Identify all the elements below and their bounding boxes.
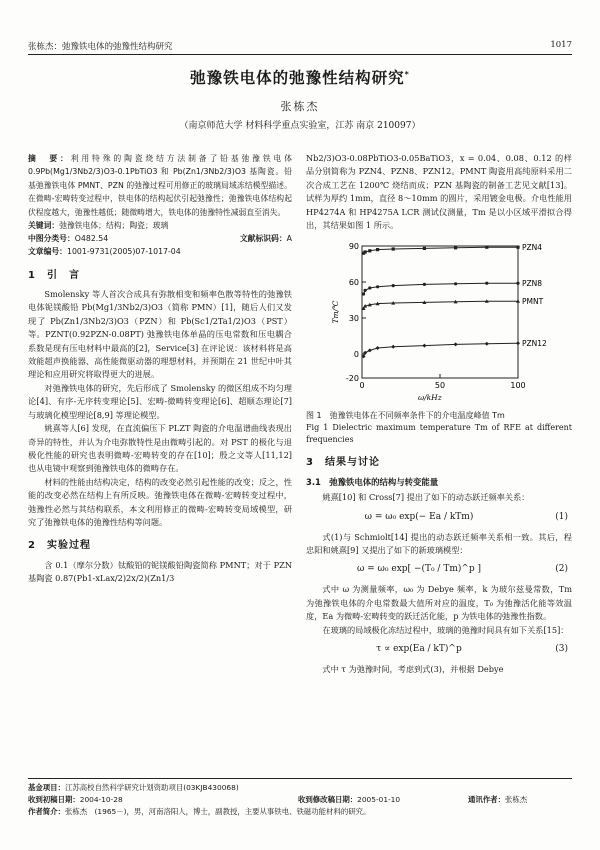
results-paragraph-2: 式(1)与 Schmiolt[14] 提出的动态跃迁频率关系相一致。其后，程忠阳和姚熹[9] 又提出了如下的新玻璃模型：: [306, 531, 572, 556]
figure-caption: [306, 410, 572, 446]
section-intro-heading: 1 引 言: [28, 269, 80, 281]
figure-caption-en: Fig 1 Dielectric maximum temperature Tm of RFE at different frequencies: [306, 423, 572, 445]
subsection-heading: 3.1 弛豫铁电体的结构与转变能量: [306, 476, 439, 487]
intro-paragraph-1: Smolensky 等人首次合成具有弥散相变和频率色散等特性的弛豫铁电体铌镁酸铅 Pb(Mg1/3Nb2/3)O3（简称 PMN）[1]，随后人们又发现了 Pb(Zn1/3Nb2/3)O3（PZN）和 Pb(Sc1/2Ta1/2)O3（PST）等。PZNT(0.92PZN-0.08PT) 弛豫铁电体单晶的压电常数和压电耦合系数是现有压电材料中最高的[2]，Service[3] 在评论说：该材料将是高效能超声换能器、高性能微驱动器的理想材料，并预期在 21 世纪中叶其理论和应用研究将取得更大的进展。: [28, 289, 292, 380]
corresponding-label: 通讯作者：: [468, 795, 505, 804]
data-point: [391, 345, 395, 349]
y-tick-label: -20: [345, 374, 359, 384]
data-point: [485, 342, 489, 346]
tm-frequency-chart: [306, 238, 572, 408]
left-column: [28, 152, 292, 586]
paper-title: [0, 66, 600, 88]
series-label-PZN4: PZN4: [522, 243, 543, 253]
page-number: 1017: [550, 40, 572, 50]
data-point: [454, 247, 457, 250]
data-point: [362, 293, 365, 296]
data-point: [423, 247, 426, 250]
series-label-PZN8: PZN8: [522, 279, 543, 289]
results-paragraph-5: 式中 τ 为弛豫时间，考虑到式(3)，并根据 Debye: [322, 664, 504, 675]
classification: [28, 232, 292, 245]
keywords: [28, 219, 292, 232]
footnote-bio: [28, 806, 572, 818]
y-axis-label: Tm/℃: [331, 300, 340, 324]
data-point: [364, 251, 367, 254]
x-tick-label: 100: [510, 381, 526, 391]
data-point: [364, 289, 367, 292]
data-point: [392, 248, 395, 251]
paper-title-text: 弛豫铁电体的弛豫性结构研究: [190, 69, 405, 87]
keywords-text: 弛豫铁电体；结构；陶瓷；玻璃: [59, 221, 169, 231]
data-point: [423, 283, 426, 286]
data-point: [368, 349, 372, 353]
received-label: 收到初稿日期：: [28, 795, 80, 804]
data-point: [376, 286, 379, 289]
y-tick-label: 90: [348, 242, 359, 252]
results-paragraph-1: 姚熹[10] 和 Cross[7] 提出了如下的动态跃迁频率关系：: [322, 492, 530, 503]
equation-3: [306, 637, 572, 663]
abstract-text: 利用特殊的陶瓷烧结方法制备了铅基弛豫铁电体 0.9Pb(Mg1/3Nb2/3)O3-0.1PbTiO3 和 Pb(Zn1/3Nb2/3)O3 基陶瓷。铅基弛豫铁电体 PMNT、PZN 的弛豫过程可用修正的玻璃局域冻结模型描述。在微畴-宏畴转变过程中，铁电体的结构起伏引起弛豫性；弛豫铁电体结构起伏程度越大，弛豫性越低；随微畴增大，铁电体的弛豫特性减弱直至消失。: [28, 154, 293, 217]
plot-frame: [362, 246, 518, 378]
article-id-label: 文章编号：: [28, 247, 67, 257]
author: 张栋杰: [280, 100, 320, 113]
received-date: 2004-10-28: [79, 795, 123, 804]
equation-1-body: ω = ω₀ exp(− Ea / kTm): [364, 511, 474, 522]
bio-label: 作者简介：: [28, 807, 65, 816]
data-point: [516, 282, 519, 285]
doc-code-value: A: [286, 234, 292, 244]
right-column: [306, 152, 572, 677]
series-line-PZN4: [364, 248, 518, 254]
running-title: 张栋杰：弛豫铁电体的弛豫性结构研究: [28, 42, 173, 52]
data-point: [376, 346, 380, 350]
corresponding-author: 张栋杰: [504, 795, 528, 804]
data-point: [454, 283, 457, 286]
footnote-fund: [28, 782, 572, 794]
x-tick-label: 0: [359, 381, 365, 391]
data-point: [516, 342, 520, 346]
series-line-PZN8: [364, 284, 518, 295]
data-point: [392, 284, 395, 287]
equation-2-number: (2): [555, 564, 568, 575]
data-point: [376, 248, 379, 251]
data-point: [368, 287, 371, 290]
footnote-dates: [28, 794, 572, 806]
classification-value: O482.54: [74, 234, 109, 244]
article-id-value: 1001-9731(2005)07-1017-04: [66, 247, 181, 257]
equation-1: [306, 505, 572, 531]
classification-label: 中图分类号：: [28, 234, 75, 244]
abstract-label: 摘 要：: [28, 154, 71, 163]
fund-label: 基金项目：: [28, 783, 65, 792]
series-line-PZN12: [364, 344, 518, 357]
bio-text: 张栋杰 (1965－)，男，河南洛阳人，博士，副教授，主要从事铁电、铁磁功能材料的研究。: [64, 807, 371, 816]
fund-text: 江苏高校自然科学研究计划资助项目(03KJB430068): [64, 783, 239, 792]
x-axis-label: ω/kHz: [418, 393, 442, 403]
data-point: [422, 344, 426, 348]
section-experiment-heading: 2 实验过程: [28, 540, 91, 552]
results-paragraph-4: 在玻璃的局域极化冻结过程中，玻璃的弛豫时间具有如下关系[15]：: [322, 624, 569, 635]
data-point: [454, 343, 458, 347]
data-point: [368, 250, 371, 253]
series-line-PMNT: [364, 302, 518, 309]
running-header: [28, 38, 572, 55]
data-point: [485, 246, 488, 249]
experiment-paragraph-1: 含 0.1（摩尔分数）钛酸铅的铌镁酸铅陶瓷简称 PMNT；对于 PZN 基陶瓷 0.87(Pb1-xLax/2)2x/2)(Zn1/3: [28, 559, 292, 584]
revised-label: 收到修改稿日期：: [298, 795, 358, 804]
figure-caption-cn: 图 1 弛豫铁电体在不同频率条件下的介电温度峰值 Tm: [306, 411, 505, 421]
equation-1-number: (1): [555, 511, 568, 522]
equation-3-number: (3): [555, 644, 568, 655]
data-point: [516, 246, 519, 249]
equation-3-body: τ ∝ exp(Ea / kT)^p: [376, 644, 462, 655]
experiment-paragraph-1-continued: Nb2/3)O3-0.08PbTiO3-0.05BaTiO3，x = 0.04、0.08、0.12 的样品分别简称为 PZN4、PZN8、PZN12。PMNT 陶瓷用高纯原料采用二次合成工艺在 1200℃ 烧结而成；PZN 基陶瓷的制备工艺见文献[13]。试样为厚约 1mm，直径 8～10mm 的圆片，采用镀金电极。介电性能用 HP4274A 和 HP4275A LCR 测试仪测量，Tm 是以小区域平滑拟合得出，其结果如图 1 所示。: [306, 153, 572, 231]
title-footnote-mark: *: [404, 69, 410, 79]
y-tick-label: 0: [353, 350, 359, 360]
intro-paragraph-3: 姚熹等人[6] 发现，在直流偏压下 PLZT 陶瓷的介电温谱曲线表现出奇异的特性，并认为介电弥散特性是由微畴引起的。对 PST 的极化与退极化性能的研究也表明微畴-宏畴转变的存在[10]；殷之文等人[11,12] 也从电镜中观察到弛豫铁电体的微畴存在。: [28, 423, 292, 474]
intro-paragraph-2: 对弛豫铁电体的研究，先后形成了 Smolensky 的微区组成不均匀理论[4]、有序-无序转变理论[5]、宏畴-微畴转变理论[6]、超顺态理论[7] 与玻璃化模型理论[8,9] 等理论模型。: [28, 382, 292, 420]
article-id: [28, 245, 292, 258]
doc-code-label: 文献标识码：: [239, 234, 287, 244]
figure-1: [306, 238, 572, 408]
x-tick-label: 50: [434, 381, 446, 391]
section-results-heading: 3 结果与讨论: [306, 457, 380, 469]
revised-date: 2005-01-10: [357, 795, 401, 804]
footnote: [28, 778, 572, 818]
series-label-PZN12: PZN12: [522, 339, 547, 349]
y-tick-label: 30: [348, 314, 359, 324]
equation-2: [306, 557, 572, 583]
keywords-label: 关键词：: [28, 221, 60, 231]
y-tick-label: 60: [348, 278, 359, 288]
equation-2-body: ω = ω₀ exp[ −(T₀ / Tm)^p ]: [356, 564, 482, 575]
abstract: [28, 152, 292, 219]
intro-paragraph-4: 材料的性能由结构决定，结构的改变必然引起性能的改变；反之，性能的改变必然在结构上有所反映。弛豫铁电体在微畴-宏畴转变过程中，弛豫性必然与其结构联系，本文利用修正的微畴-宏畴转变局域模型，研究了弛豫铁电体的弛豫性结构等问题。: [28, 476, 292, 527]
affiliation: （南京师范大学 材料科学重点实验室，江苏 南京 210097）: [179, 121, 421, 131]
data-point: [485, 282, 488, 285]
results-paragraph-3: 式中 ω 为测量频率，ω₀ 为 Debye 频率，k 为玻尔兹曼常数，Tm 为弛豫铁电体的介电常数最大值所对应的温度，T₀ 为弛豫活化能等效温度，Ea 为微畴-宏畴转变的跃迁活化能，p 为铁电体的弛豫性指数。: [306, 584, 572, 622]
series-label-PMNT: PMNT: [522, 297, 544, 307]
